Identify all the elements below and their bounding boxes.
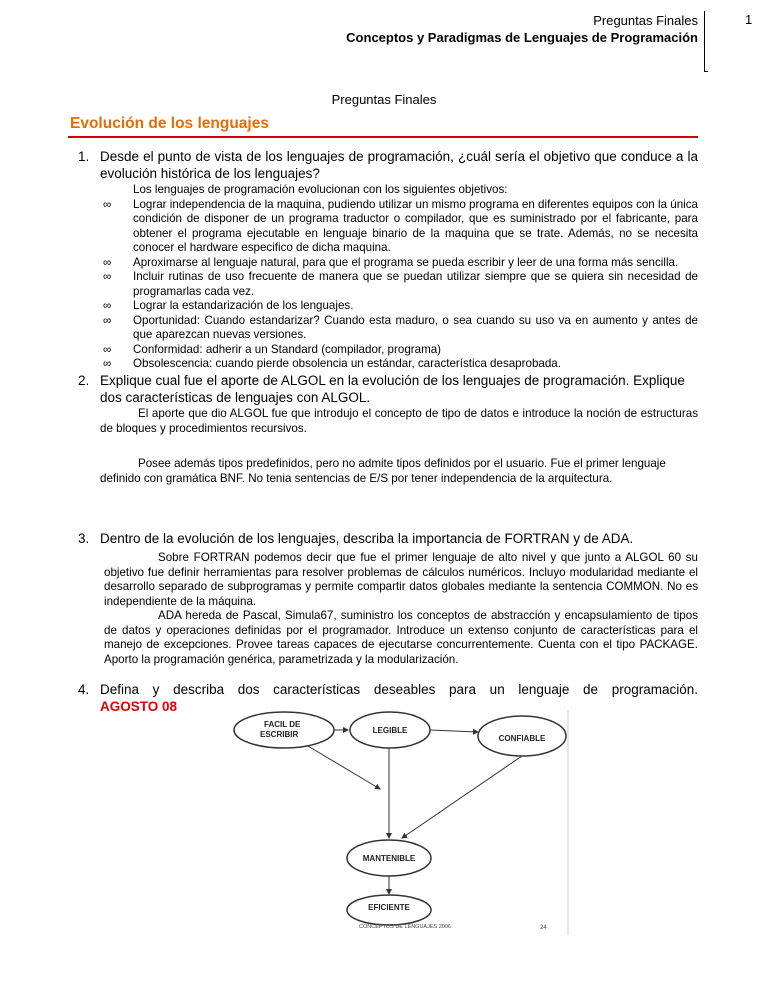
answer-3-p1: Sobre FORTRAN podemos decir que fue el primer lenguaje de alto nivel y que junto a ALGOL 60 su objetivo fue definir herramientas para resolver problemas de cálculos numéricos. Incluyo modularidad mediante el desarrollo separado de subprogramas y permite compartir datos globales mediante la sentencia COMMON. No es independiente de la máquina. xyxy=(104,551,698,608)
question-2 xyxy=(78,372,698,406)
question-text: Desde el punto de vista de los lenguajes de programación, ¿cuál sería el objetivo que conduce a la evolución histórica de los lenguajes? xyxy=(100,149,698,181)
bullet-icon: ∞ xyxy=(103,313,112,327)
list-item-text: Lograr independencia de la maquina, pudiendo utilizar un mismo programa en diferentes equipos con la única condición de disponer de un programa traductor o compilador, que es suministrado por el fabricante, para obtener el programa ejecutable en lenguaje binario de la maquina que se trate. Además, no se necesita conocer el hardware especifico de dicha maquina. xyxy=(133,197,698,254)
answer-2-p1: El aporte que dio ALGOL fue que introdujo el concepto de tipo de datos e introduce la noción de estructuras de bloques y procedimientos recursivos. xyxy=(100,407,698,435)
question-3 xyxy=(78,530,698,547)
node-label: CONFIABLE xyxy=(498,734,546,743)
characteristics-diagram xyxy=(232,710,572,935)
date-tag: AGOSTO 08 xyxy=(100,699,178,714)
question-1 xyxy=(78,148,698,182)
list-item-text: Lograr la estandarización de los lenguajes. xyxy=(133,299,354,312)
node-label: ESCRIBIR xyxy=(260,730,299,739)
bullet-icon: ∞ xyxy=(103,342,112,356)
bullet-icon: ∞ xyxy=(103,197,112,211)
list-item xyxy=(103,256,698,271)
edge-legible-confiable xyxy=(430,730,478,732)
list-item xyxy=(103,270,698,299)
question-text: Dentro de la evolución de los lenguajes, describa la importancia de FORTRAN y de ADA. xyxy=(100,531,634,546)
node-label: MANTENIBLE xyxy=(362,854,416,863)
header-subtitle: Conceptos y Paradigmas de Lenguajes de Programación xyxy=(346,30,698,45)
edge-confiable-mantenible xyxy=(402,756,522,838)
question-text: Defina y describa dos características deseables para un lenguaje de programación. xyxy=(100,682,698,697)
list-item xyxy=(103,198,698,256)
header-title: Preguntas Finales xyxy=(593,13,698,28)
answer-2-p2: Posee además tipos predefinidos, pero no admite tipos definidos por el usuario. Fue el primer lenguaje definido con gramática BNF. No tenia sentencias de E/S por tener independencia de la arquitectura. xyxy=(100,457,666,485)
list-item-text: Oportunidad: Cuando estandarizar? Cuando esta maduro, o sea cuando su uso va en aumento y antes de que aparezcan nuevas versiones. xyxy=(133,313,698,341)
slide-footer: CONCEPTOS DE LENGUAJES 2006 xyxy=(359,924,451,930)
answer-intro: Los lenguajes de programación evolucionan con los siguientes objetivos: xyxy=(133,183,508,196)
document-title: Preguntas Finales xyxy=(331,92,437,107)
section-rule xyxy=(68,136,698,138)
bullet-icon: ∞ xyxy=(103,357,112,370)
objectives-list xyxy=(103,198,698,372)
list-item xyxy=(103,299,698,314)
bullet-icon: ∞ xyxy=(103,255,112,269)
question-number: 4. xyxy=(78,682,90,697)
list-item-text: Conformidad: adherir a un Standard (compilador, programa) xyxy=(133,342,442,356)
node-label: EFICIENTE xyxy=(368,903,410,912)
question-text: Explique cual fue el aporte de ALGOL en la evolución de los lenguajes de programación. Explique dos características de lenguajes con ALGOL. xyxy=(100,373,685,405)
list-item-text: Incluir rutinas de uso frecuente de manera que se puedan utilizar siempre que se quiera sin necesidad de programarlas cada vez. xyxy=(133,270,698,298)
slide-number: 24 xyxy=(540,925,547,931)
answer-3-p2: ADA hereda de Pascal, Simula67, suministro los conceptos de abstracción y encapsulamiento de tipos de datos y operaciones definidas por el programador. Introduce un extenso conjunto de características para el manejo de excepciones. Provee tareas capaces de ejecutarse concurrentemente. Cuenta con el tipo PACKAGE. Aporto la programación genérica, parametrizada y la modularización. xyxy=(104,609,698,666)
question-number: 2. xyxy=(78,373,90,388)
page-number: 1 xyxy=(745,12,753,27)
list-item xyxy=(103,357,698,372)
list-item xyxy=(103,343,698,358)
header-divider-foot xyxy=(704,71,708,72)
question-number: 3. xyxy=(78,531,90,546)
answer-1 xyxy=(103,183,698,372)
list-item-text: Aproximarse al lenguaje natural, para que el programa se pueda escribir y leer de una forma más sencilla. xyxy=(133,255,679,269)
section-heading: Evolución de los lenguajes xyxy=(70,115,269,132)
header-divider xyxy=(704,11,705,71)
list-item xyxy=(103,314,698,343)
edge-facil-mantenible xyxy=(308,746,380,789)
list-item-text: Obsolescencia: cuando pierde obsolencia un estándar, característica desaprobada. xyxy=(133,357,561,370)
page-header xyxy=(346,12,698,46)
bullet-icon: ∞ xyxy=(103,299,112,312)
node-label: LEGIBLE xyxy=(372,726,408,735)
bullet-icon: ∞ xyxy=(103,270,112,283)
node-label: FACIL DE xyxy=(264,720,301,729)
question-number: 1. xyxy=(78,149,90,164)
